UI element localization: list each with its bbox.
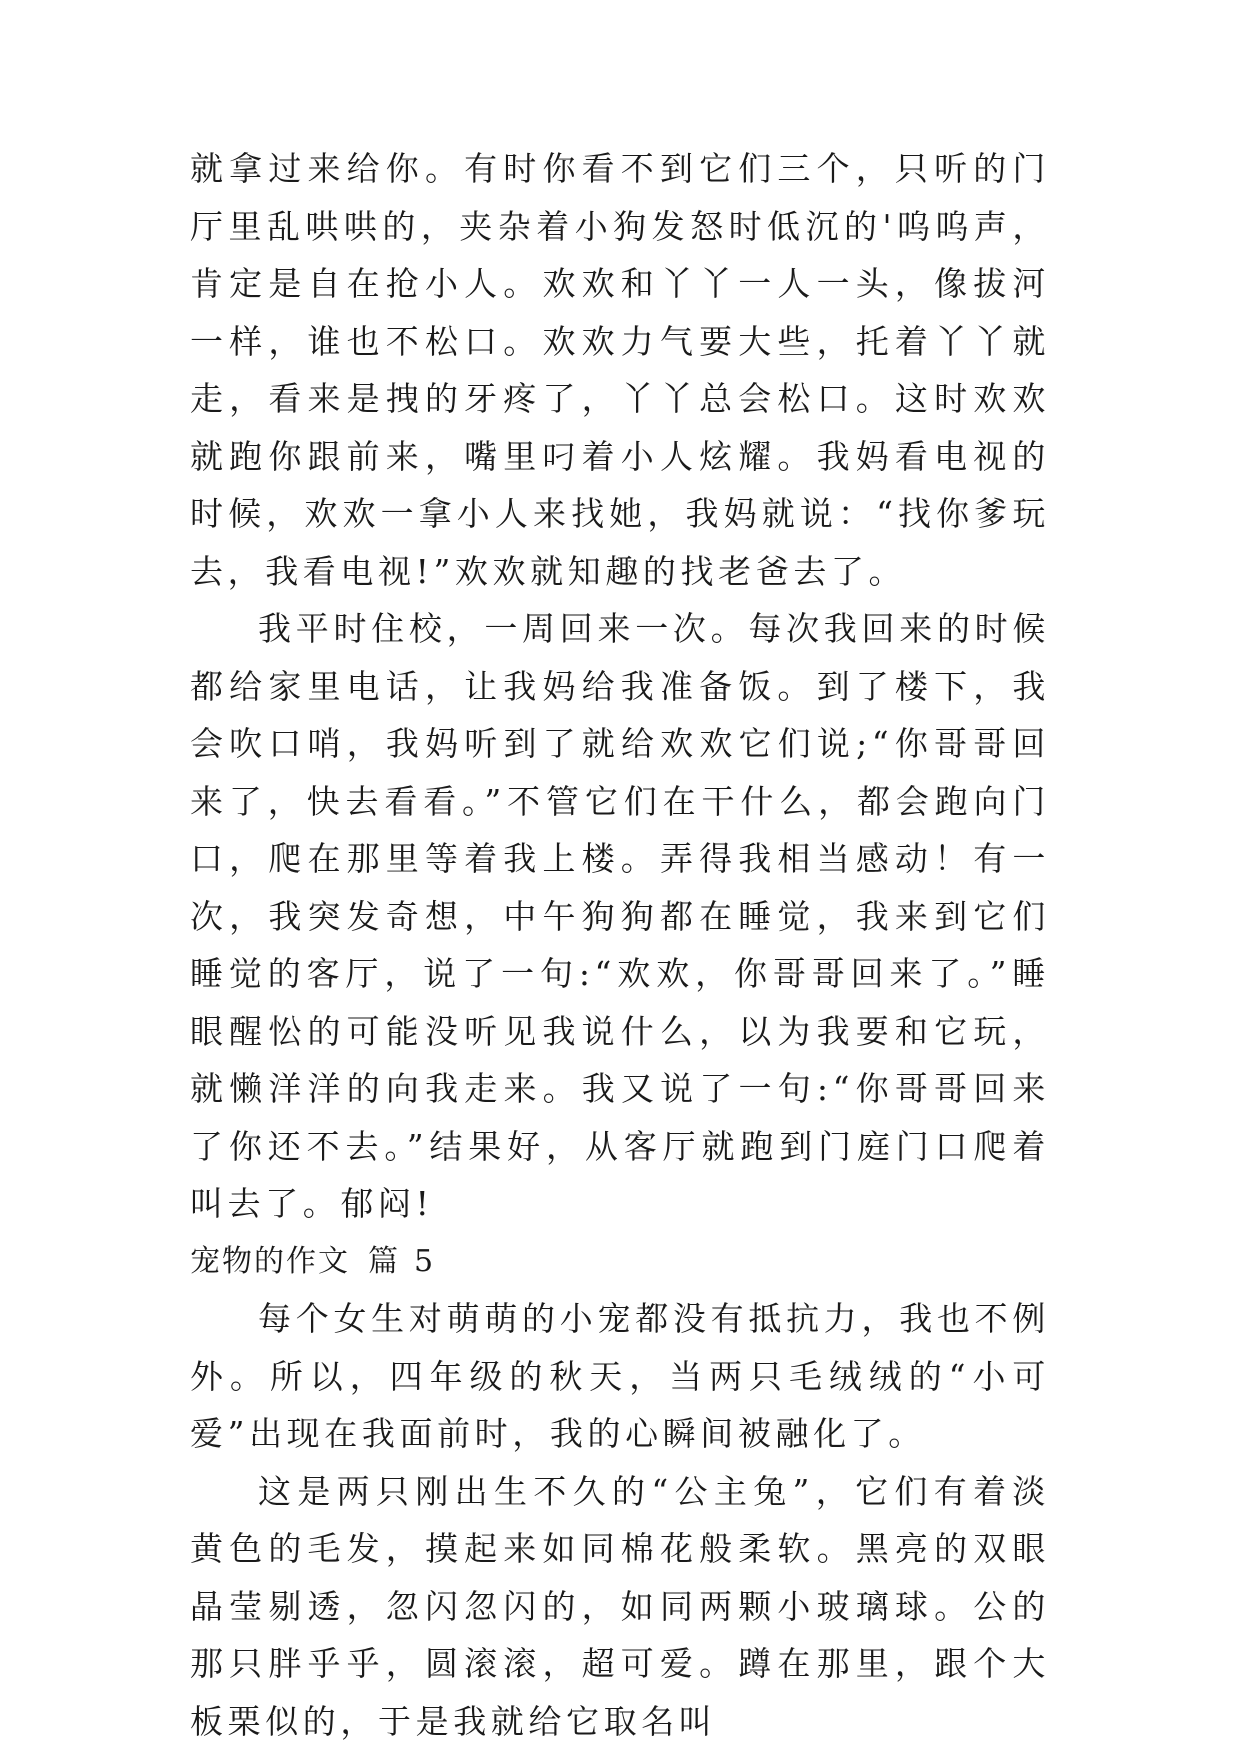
paragraph-1: 就拿过来给你。有时你看不到它们三个，只听的门厅里乱哄哄的，夹杂着小狗发怒时低沉的'呜呜声，肯定是自在抢小人。欢欢和丫丫一人一头，像拔河一样，谁也不松口。欢欢力气要大些，托着丫丫就走，看来是拽的牙疼了，丫丫总会松口。这时欢欢就跑你跟前来，嘴里叼着小人炫耀。我妈看电视的时候，欢欢一拿小人来找她，我妈就说：“找你爹玩去，我看电视!”欢欢就知趣的找老爸去了。 [190, 149, 1050, 591]
document-page [190, 140, 1050, 1750]
heading-number: 5 [414, 1243, 436, 1279]
heading-label: 篇 [368, 1243, 400, 1279]
heading-title: 宠物的作文 [190, 1243, 350, 1279]
paragraph-3: 每个女生对萌萌的小宠都没有抵抗力，我也不例外。所以，四年级的秋天，当两只毛绒绒的“小可爱”出现在我面前时，我的心瞬间被融化了。 [190, 1299, 1050, 1453]
section-heading [190, 1233, 1050, 1291]
paragraph-2: 我平时住校，一周回来一次。每次我回来的时候都给家里电话，让我妈给我准备饭。到了楼下，我会吹口哨，我妈听到了就给欢欢它们说;“你哥哥回来了，快去看看。”不管它们在干什么，都会跑向门口，爬在那里等着我上楼。弄得我相当感动！有一次，我突发奇想，中午狗狗都在睡觉，我来到它们睡觉的客厅，说了一句:“欢欢，你哥哥回来了。”睡眼醒忪的可能没听见我说什么，以为我要和它玩，就懒洋洋的向我走来。我又说了一句:“你哥哥回来了你还不去。”结果好，从客厅就跑到门庭门口爬着叫去了。郁闷! [190, 609, 1050, 1223]
paragraph-4: 这是两只刚出生不久的“公主兔”，它们有着淡黄色的毛发，摸起来如同棉花般柔软。黑亮的双眼晶莹剔透，忽闪忽闪的，如同两颗小玻璃球。公的那只胖乎乎，圆滚滚，超可爱。蹲在那里，跟个大板栗似的，于是我就给它取名叫 [190, 1471, 1050, 1741]
